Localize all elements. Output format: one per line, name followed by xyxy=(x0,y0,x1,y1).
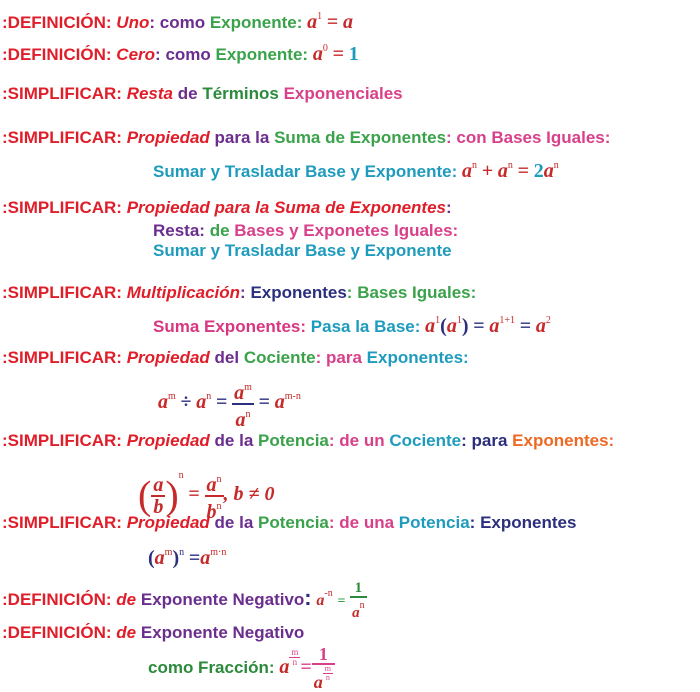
colon: : xyxy=(116,513,122,532)
math-exponent-fraction xyxy=(289,648,300,667)
topic: Propiedad xyxy=(126,431,210,450)
row-simplificar-suma xyxy=(2,127,610,149)
word: de xyxy=(209,221,230,240)
word: como Fracción: xyxy=(148,657,275,677)
row-simplificar-resta-bases xyxy=(2,197,452,219)
math-base: a xyxy=(279,655,290,678)
word: Potencia xyxy=(258,431,329,450)
word: Exponenciales xyxy=(283,84,403,103)
topic: de xyxy=(116,623,137,642)
colon: : xyxy=(116,348,122,367)
math-denominator: b xyxy=(153,495,164,518)
row-simplificar-multiplicacion-line2 xyxy=(153,310,551,338)
math-exponent: 2 xyxy=(545,315,551,326)
keyword: :SIMPLIFICAR xyxy=(2,283,117,302)
math-base: a xyxy=(206,473,217,496)
math-exponent: 0 xyxy=(322,43,328,54)
colon: : xyxy=(105,623,112,642)
row-simplificar-resta-bases-line2 xyxy=(153,220,458,242)
word: del xyxy=(214,348,240,367)
row-simplificar-potencia-cociente xyxy=(2,430,614,452)
word: Exponentes: xyxy=(512,431,615,450)
math-base: a xyxy=(154,547,165,569)
keyword: :SIMPLIFICAR xyxy=(2,348,117,367)
math-paren: ( xyxy=(440,315,447,337)
math-base: b xyxy=(206,500,217,523)
row-definicion-exponente-negativo xyxy=(2,576,367,621)
word: Exponente Negativo xyxy=(140,623,305,642)
row-definicion-uno xyxy=(2,6,353,34)
word: Exponente xyxy=(209,13,297,32)
keyword: :SIMPLIFICAR xyxy=(2,128,117,147)
math-base: a xyxy=(352,604,360,621)
math-paren: ) xyxy=(172,547,180,569)
word: Potencia xyxy=(258,513,329,532)
word: : de una xyxy=(328,513,395,532)
row-definicion-cero xyxy=(2,38,359,66)
word: como xyxy=(165,45,211,64)
math-base: a xyxy=(446,315,457,337)
math-paren: ( xyxy=(138,472,152,518)
math-base: a xyxy=(274,391,285,413)
row-simplificar-cociente xyxy=(2,347,469,369)
word: Exponentes: xyxy=(366,348,469,367)
math-denominator: n xyxy=(292,656,298,667)
math-base: a xyxy=(316,592,325,609)
math-exponent: n xyxy=(178,470,184,481)
math-equals: = xyxy=(188,547,201,569)
math-divide: ÷ xyxy=(180,391,192,413)
math-numerator: 1 xyxy=(312,646,335,665)
keyword: :DEFINICIÓN xyxy=(2,623,106,642)
math-base: a xyxy=(497,160,508,182)
keyword: :SIMPLIFICAR xyxy=(2,84,117,103)
colon: : xyxy=(346,283,353,302)
math-paren: ( xyxy=(148,547,155,569)
topic: de xyxy=(116,590,137,609)
math-fraction xyxy=(312,646,335,691)
colon: : xyxy=(446,198,452,217)
row-simplificar-resta xyxy=(2,83,403,105)
word: de la xyxy=(214,513,254,532)
math-exponent: n xyxy=(179,547,185,558)
math-equals: = xyxy=(300,655,312,678)
word: : para xyxy=(315,348,362,367)
row-simplificar-potencia-potencia-formula xyxy=(148,542,226,570)
word: Pasa la Base: xyxy=(310,317,421,336)
math-base: a xyxy=(307,11,318,33)
topic: Multiplicación xyxy=(126,283,241,302)
math-fraction xyxy=(232,378,254,430)
math-exponent: n xyxy=(206,391,212,402)
keyword: :SIMPLIFICAR xyxy=(2,198,117,217)
row-simplificar-resta-bases-line3 xyxy=(153,240,452,262)
colon: : xyxy=(149,13,156,32)
colon: : xyxy=(469,513,476,532)
word: : para xyxy=(461,431,508,450)
word: Exponentes xyxy=(250,283,347,302)
math-exponent: 1+1 xyxy=(499,315,516,326)
math-base: a xyxy=(196,391,207,413)
math-exponent: n xyxy=(359,599,365,611)
instruction: Sumar y Trasladar Base y Exponente xyxy=(153,241,452,260)
row-definicion-exponente-negativo-fraccion xyxy=(2,622,304,644)
word: : de un xyxy=(328,431,385,450)
math-exponent: -n xyxy=(324,588,333,599)
word: como xyxy=(159,13,206,32)
topic: Propiedad xyxy=(126,513,210,532)
math-paren: ) xyxy=(165,472,179,518)
keyword: :DEFINICIÓN xyxy=(2,13,106,32)
colon: : xyxy=(155,45,161,64)
math-numerator: a xyxy=(153,473,164,496)
math-exponent: m xyxy=(164,547,173,558)
math-equals: = xyxy=(332,43,344,65)
colon: : xyxy=(116,198,122,217)
math-exponent: 1 xyxy=(317,11,323,22)
row-simplificar-suma-line2 xyxy=(153,155,559,183)
math-base: a xyxy=(543,160,554,182)
colon: : xyxy=(105,45,112,64)
math-base: a xyxy=(158,391,168,413)
row-simplificar-multiplicacion xyxy=(2,282,476,304)
math-exponent: n xyxy=(507,160,513,171)
math-equals: = xyxy=(519,315,532,337)
math-result: a xyxy=(343,11,354,33)
math-exponent: n xyxy=(216,500,222,512)
math-numerator: m xyxy=(291,646,299,657)
math-base: a xyxy=(234,381,245,404)
math-equals: = xyxy=(517,160,529,182)
math-exponent: n xyxy=(216,473,222,485)
math-plus: + xyxy=(481,160,494,182)
math-base: a xyxy=(425,315,436,337)
word: : con Bases Iguales: xyxy=(446,128,611,147)
word: Resta: xyxy=(153,221,205,240)
math-base: a xyxy=(200,547,211,569)
word: Términos xyxy=(202,84,279,103)
math-base: a xyxy=(489,315,500,337)
math-base: a xyxy=(235,408,246,431)
math-equals: = xyxy=(326,11,339,33)
topic: Propiedad xyxy=(126,348,210,367)
colon: : xyxy=(302,45,309,64)
math-fraction xyxy=(350,581,367,621)
colon: : xyxy=(304,585,312,610)
math-exponent: m-n xyxy=(284,391,301,402)
word: Bases y Exponetes Iguales: xyxy=(234,221,459,240)
topic: Uno xyxy=(116,13,150,32)
math-exponent: m xyxy=(168,391,176,402)
math-paren: ) xyxy=(461,315,469,337)
keyword: :DEFINICIÓN xyxy=(2,590,106,609)
math-coefficient: 2 xyxy=(533,160,544,182)
word: de la xyxy=(214,431,254,450)
math-exponent: n xyxy=(245,408,251,420)
word: Cociente xyxy=(243,348,316,367)
math-denominator: n xyxy=(325,673,330,682)
colon: : xyxy=(296,13,303,32)
math-exponent: m·n xyxy=(210,547,227,558)
row-definicion-exponente-negativo-fraccion-line2 xyxy=(148,644,335,692)
math-exponent: 1 xyxy=(456,315,462,326)
word: Suma de Exponentes xyxy=(274,128,447,147)
math-equals: = xyxy=(473,315,485,337)
math-equals: = xyxy=(215,391,228,413)
math-numerator: 1 xyxy=(350,581,367,598)
math-base: a xyxy=(313,672,323,692)
colon: : xyxy=(116,128,122,147)
word: para la xyxy=(214,128,270,147)
math-fraction xyxy=(151,475,165,517)
instruction: Sumar y Trasladar Base y Exponente: xyxy=(153,162,458,181)
math-exponent: n xyxy=(553,160,559,171)
math-exponent: n xyxy=(471,160,477,171)
word: Exponente Negativo xyxy=(140,590,305,609)
topic: Resta xyxy=(126,84,173,103)
math-base: a xyxy=(461,160,472,182)
math-result: 1 xyxy=(348,43,359,65)
topic: Cero xyxy=(116,45,156,64)
row-simplificar-potencia-potencia xyxy=(2,512,576,534)
math-base: a xyxy=(535,315,546,337)
keyword: :SIMPLIFICAR xyxy=(2,513,117,532)
row-simplificar-cociente-formula xyxy=(158,372,301,431)
math-equals: = xyxy=(258,391,271,413)
word: Exponentes xyxy=(480,513,577,532)
word: Suma Exponentes: xyxy=(153,317,307,336)
topic: Propiedad xyxy=(126,128,210,147)
colon: : xyxy=(240,283,246,302)
colon: : xyxy=(105,13,112,32)
math-equals: = xyxy=(188,483,200,505)
word: Cociente xyxy=(389,431,462,450)
colon: : xyxy=(116,84,122,103)
colon: : xyxy=(116,283,122,302)
math-exponent-fraction xyxy=(323,665,333,682)
word: Exponente xyxy=(215,45,303,64)
math-equals: = xyxy=(337,594,346,609)
colon: : xyxy=(116,431,122,450)
math-numerator: m xyxy=(324,664,331,673)
colon: : xyxy=(105,590,112,609)
keyword: :SIMPLIFICAR xyxy=(2,431,117,450)
word: Bases Iguales: xyxy=(357,283,477,302)
math-exponent: m xyxy=(244,381,252,393)
word: de xyxy=(177,84,198,103)
word: Potencia xyxy=(398,513,470,532)
math-condition: , b ≠ 0 xyxy=(223,483,275,505)
keyword: :DEFINICIÓN xyxy=(2,45,106,64)
topic: Propiedad para la Suma de Exponentes xyxy=(126,198,447,217)
math-exponent: 1 xyxy=(435,315,441,326)
math-base: a xyxy=(312,43,323,65)
